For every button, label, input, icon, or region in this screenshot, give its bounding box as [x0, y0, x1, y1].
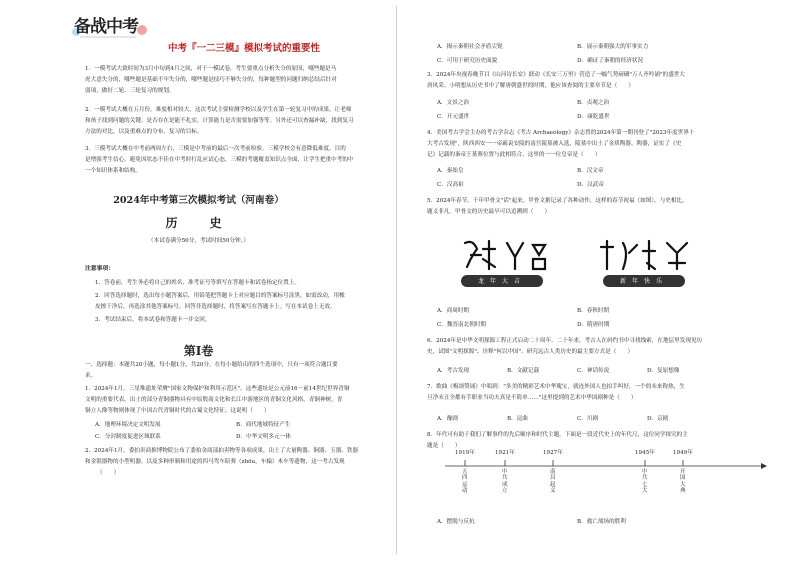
- q6-option-c: C．神话传说: [577, 368, 610, 374]
- intro-line: 虎大意失分的，哪些题是基础不牢失分的，哪些题是技巧不够失分的，每种题型的问题归纳总结后针对: [85, 77, 337, 83]
- q2-option-c: C．可用于研究历史面貌: [437, 58, 498, 64]
- question-line: 大考古发现"，陕西西安一一帝霸袁安陵的南宫陵墓被入选，陵墓中出土了金质陶器、陶器，证实了《史: [427, 141, 682, 147]
- timeline-event: 南昌起义: [550, 469, 556, 495]
- question-3: [427, 70, 777, 92]
- exam-title: 2024年中考第三次模拟考试（河南卷）: [113, 195, 284, 206]
- timeline: [435, 452, 775, 512]
- q1-option-a: A．地理环境决定文明发展: [95, 422, 161, 428]
- question-line: 和金银器物的小型明器，以及多种形制和用途的四马驾车陪葬（zhōu，车辕）木车等遗物，这一考古发现: [85, 459, 345, 465]
- q5-option-a: A．商周时期: [437, 308, 470, 314]
- q2-option-d: D．确证了秦朝的经济状况: [577, 58, 644, 64]
- question-line: 旦净末丑全都有手职业当功夫真是不简单……"这里提到的艺术中华国剧种是（ ）: [427, 395, 637, 401]
- subject-title: 历 史: [165, 216, 232, 230]
- part-title: 第Ⅰ卷: [183, 344, 214, 358]
- question-line: 6．2024年是中华文明探源工程正式启动二十周年。二十年来，考古人在码约书中寻找线索，在地层里发现见历: [427, 338, 703, 344]
- q4-option-c: C．汉高祖: [437, 182, 464, 188]
- q1-option-d: D．中华文明多元一体: [236, 434, 291, 440]
- q2-option-b: B．展示秦朝强大的军事实力: [577, 44, 649, 50]
- question-line: 记》记载的秦帝王墓葬位置与此相符合。这里的一一位皇帝是（ ）: [427, 152, 601, 158]
- q4-option-a: A．秦始皇: [437, 168, 464, 174]
- question-line: 5．2024年春节，千年甲骨文"话"起来。甲骨文据记录了各种动作，这样的春节祝福（如图），与史相比，: [427, 198, 688, 204]
- intro-line: 弱项，做好二轮、三轮复习的规划。: [85, 88, 175, 94]
- intro-line: 1．一模考试大致时间为3月中旬到4月之间，对于一模试卷，考生要重点分析失分的原因，哪些题是马: [85, 66, 337, 72]
- q3-option-d: D．康乾盛世: [577, 114, 610, 120]
- q1-option-c: C．分封制度促进区域联系: [95, 434, 161, 440]
- question-line: 2．2024年1月，委拍卖商推博物院公布了委拍金商部拍卖物等各项成果，出土了大量陶器、铜器、玉器、铁器: [85, 448, 359, 454]
- question-line: 史，试图"文明探源"、诠释"何以中国"。研究远古人类历史的最主要方式是（ ）: [427, 349, 634, 355]
- image-caption-left: 龙年大吉: [477, 278, 526, 285]
- intro-line: 2．一模考试大概在五月份，难度相对较大。这次考试主要检测学校以及学生在第一轮复习中的成果，让老师: [85, 107, 352, 113]
- question-7: [427, 382, 777, 404]
- section-heading: [85, 360, 385, 382]
- notice-title: 注意事项：: [85, 266, 114, 272]
- q8-option-a: A．摆脱与反抗: [437, 519, 475, 525]
- timeline-year: 1945年: [635, 450, 655, 456]
- section-line: 一、选择题：本题共20小题，每小题1分，共20分。在每小题给出的四个选项中，只有一项符合题目要: [85, 362, 338, 368]
- question-2: [85, 446, 385, 479]
- notice-item: 2．回答选择题时，选出每小题答案后，用铅笔把答题卡上对应题目的答案标号涂黑。如需改动，用橡: [95, 293, 345, 299]
- q7-option-c: C．川剧: [577, 416, 599, 422]
- notice-item: 3．考试结束后，将本试卷和答题卡一并交回。: [95, 317, 211, 323]
- q6-option-d: D．复原想像: [647, 368, 680, 374]
- question-line: 文明的重要代表，出土的部分青铜器物具有中原殷商文化和长江中游地区的青铜文化风格，青铜神树，青: [85, 397, 343, 403]
- q1-option-b: B．商代地域特征产生: [236, 422, 291, 428]
- question-line: 8．年代可有助于我们了解事件的先后顺序和时代主题。下面是一段近代史上的年代尺，这位同学探究的主: [427, 432, 688, 438]
- logo: [66, 10, 152, 40]
- question-1: [85, 384, 385, 417]
- question-line: （ ）: [97, 470, 120, 476]
- q6-option-b: B．文献记载: [507, 368, 540, 374]
- oracle-bone-image: [437, 233, 737, 293]
- intro-line: 方法的对比，以及重难点的分布，复习的目标。: [85, 129, 203, 135]
- exam-meta: （本试卷满分50分，考试时间50分钟。）: [148, 238, 249, 244]
- q2-option-a: A．揭示秦朝社会矛盾尖锐: [437, 44, 503, 50]
- q5-option-c: C．魏晋南北朝时期: [437, 322, 487, 328]
- question-line: 题是（ ）: [427, 443, 461, 449]
- question-4: [427, 128, 777, 161]
- question-5: [427, 196, 777, 218]
- timeline-year: 1919年: [455, 450, 475, 456]
- right-page: [397, 0, 794, 562]
- question-line: 1．2024年1月，三星堆遗址荣膺"国家文物保护和利用示范区"。这些遗址是公元前16－前14世纪世界青铜: [85, 386, 350, 392]
- q7-option-b: B．昆曲: [507, 416, 528, 422]
- q7-option-d: D．京剧: [647, 416, 669, 422]
- timeline-event: 五四运动: [462, 469, 468, 495]
- question-line: 7．歌曲《梅颂赞诵》中唱到："多美的精彩艺术中华瑰宝，就连外国人也拍手叫好，一个的未来称热，生: [427, 384, 685, 390]
- q4-option-d: D．汉武帝: [577, 182, 604, 188]
- intro-paragraphs: [85, 64, 385, 177]
- logo-text: 备战中考: [74, 17, 138, 37]
- q7-option-a: A．豫剧: [437, 416, 458, 422]
- q8-option-b: B．救亡战场的胜利: [577, 519, 626, 525]
- timeline-event: 中共七大: [642, 469, 648, 495]
- q3-option-c: C．开元盛世: [437, 114, 470, 120]
- intro-line: 一个知识体系和结构。: [85, 168, 141, 174]
- timeline-axis: [435, 452, 775, 512]
- image-caption-right: 新年快乐: [619, 278, 668, 285]
- timeline-year: 1927年: [543, 450, 563, 456]
- q4-option-b: B．汉文帝: [577, 168, 604, 174]
- timeline-event: 中共成立: [502, 469, 508, 495]
- question-line: 4．美国考古学会主办的考古学杂志《考古 Archaeology》杂志曾的2024年第一期刊登了"2023年度世界十: [427, 130, 695, 136]
- intro-line: 和孩子找到问题的关键，是否存在是能不扎实，计算能力是否需要加强等等。另外还可以查漏补缺，找到复习: [85, 118, 354, 124]
- question-8: [427, 430, 777, 452]
- q5-option-b: B．春秋时期: [577, 308, 610, 314]
- q3-option-a: A．文景之治: [437, 100, 470, 106]
- section-line: 求。: [85, 373, 97, 379]
- banner-title: 中考『一二三模』模拟考试的重要性: [168, 43, 321, 54]
- question-line: 铜立人像等物则体现了中国古代青铜时代的古蜀文化特征。这说明（ ）: [85, 408, 270, 414]
- intro-line: 是增强考生信心，避免因状态不佳在中考时打乱应试心态，三模的考题覆盖知识点全面，让学生把重中考的中: [85, 157, 354, 163]
- timeline-event: 开国大典: [680, 469, 686, 495]
- q5-option-d: D．隋唐时期: [577, 322, 610, 328]
- timeline-year: 1949年: [673, 450, 693, 456]
- intro-line: 3．三模考试大概在中考前两周左右，三模是中考前的最后一次考前检验。三模学校会有意降低难度，目的: [85, 146, 346, 152]
- question-line: 唐风采。小明想从历史书中了解唐朝盛世的时期，他应该查阅的主要章节是（ ）: [427, 83, 634, 89]
- notice-item: 1．答卷前，考生务必将自己的姓名、准考证号等填写在答题卡和试卷指定位置上。: [95, 280, 300, 286]
- timeline-year: 1921年: [495, 450, 515, 456]
- notice-item: 皮擦干净后，再选涂其他答案标号。回答非选择题时，将答案写在答题卡上。写在本试卷上无效。: [95, 304, 336, 310]
- question-6: [427, 336, 777, 358]
- question-line: 题义非凡。甲骨文的历史最早可以追溯到（ ）: [427, 209, 551, 215]
- question-line: 3．2024年央视春晚节目《山河诗长安》联动《长安三万里》营造了一幅气势磅礴"万人齐吟诵"的盛世大: [427, 72, 685, 78]
- notice-list: [95, 278, 385, 326]
- q3-option-b: B．贞观之治: [577, 100, 610, 106]
- q6-option-a: A．考古发现: [437, 368, 470, 374]
